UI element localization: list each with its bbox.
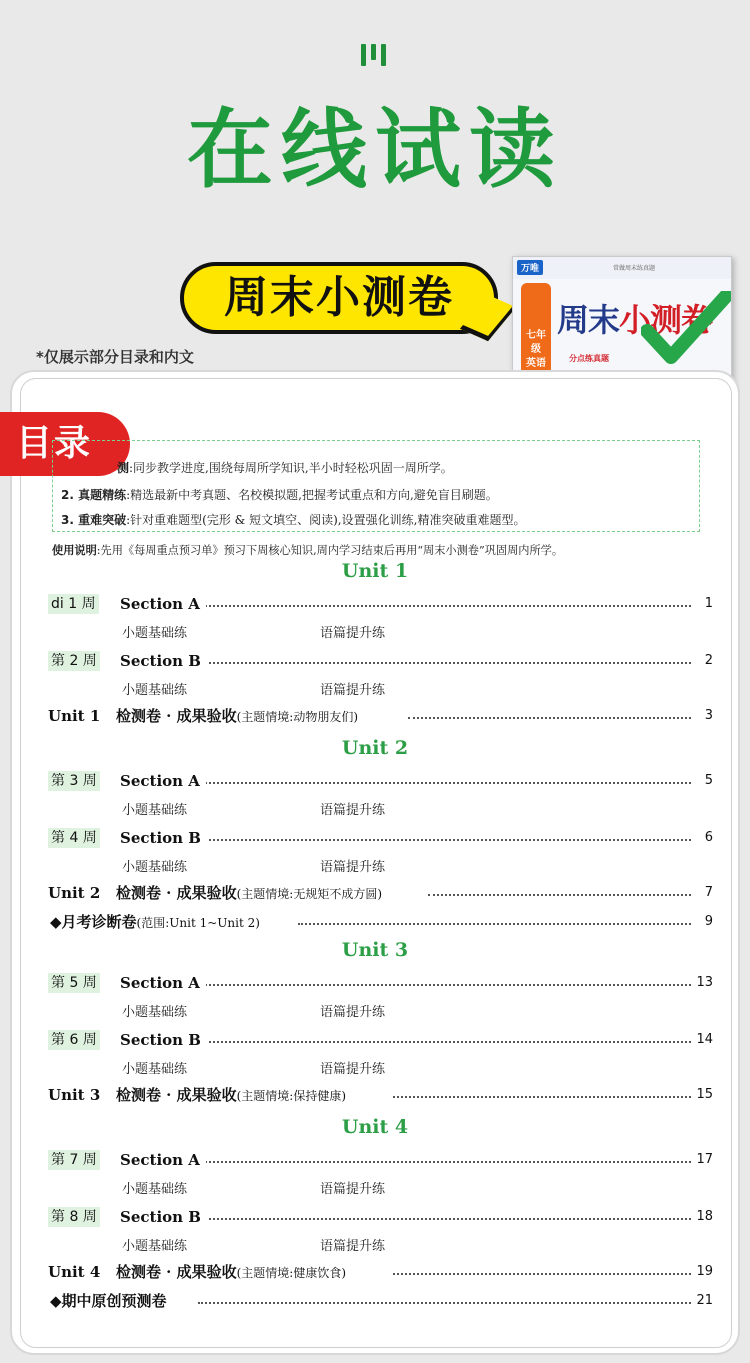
page-number: 17 xyxy=(692,1148,713,1172)
feature-item: 3. 重难突破:针对重难题型(完形 & 短文填空、阅读),设置强化训练,精准突破重难题型。 xyxy=(61,513,526,527)
toc-row[interactable] xyxy=(48,1028,713,1052)
week-label: di 1 周 xyxy=(48,594,99,614)
toc-row[interactable] xyxy=(48,769,713,793)
week-label: 第 7 周 xyxy=(48,1150,100,1170)
toc-test-row[interactable] xyxy=(48,881,713,905)
page-number: 5 xyxy=(701,769,713,793)
test-title: Unit 2 检测卷 · 成果验收(主题情境:无规矩不成方圆) xyxy=(48,881,386,906)
leader-dots xyxy=(198,984,691,986)
page-number: 9 xyxy=(701,910,713,934)
book-slogan: 常做周末练真题 xyxy=(613,265,656,272)
section-title: Section A xyxy=(120,592,206,616)
toc-test-row[interactable] xyxy=(48,1260,713,1284)
page-number: 3 xyxy=(701,704,713,728)
book-grade-label: 七年级 英语 xyxy=(526,330,546,369)
leader-dots xyxy=(198,782,691,784)
sub-items: 小题基础练 语篇提升练 xyxy=(122,626,386,641)
section-title: Section A xyxy=(120,769,206,793)
leader-dots xyxy=(198,662,691,664)
leader-dots xyxy=(298,923,691,925)
header-decoration-icon xyxy=(361,44,389,66)
toc-exam-row[interactable] xyxy=(48,1289,713,1313)
exam-title: ◆期中原创预测卷 xyxy=(50,1289,171,1313)
toc-row[interactable] xyxy=(48,1205,713,1229)
section-title: Section B xyxy=(120,1028,207,1052)
toc-tab: 目录 xyxy=(0,412,130,476)
features-box xyxy=(52,440,700,532)
book-subtitle: 分点练真题 xyxy=(569,354,609,363)
leader-dots xyxy=(393,1096,691,1098)
unit-heading: Unit 3 xyxy=(341,939,409,961)
exam-title: ◆月考诊断卷(范围:Unit 1~Unit 2) xyxy=(50,910,264,935)
sub-items: 小题基础练 语篇提升练 xyxy=(122,860,386,875)
sub-items: 小题基础练 语篇提升练 xyxy=(122,1005,386,1020)
toc-test-row[interactable] xyxy=(48,1083,713,1107)
toc-test-row[interactable] xyxy=(48,704,713,728)
sub-items: 小题基础练 语篇提升练 xyxy=(122,683,386,698)
leader-dots xyxy=(198,839,691,841)
unit-heading: Unit 4 xyxy=(341,1116,409,1138)
leader-dots xyxy=(408,717,691,719)
product-pill-label: 周末小测卷 xyxy=(224,272,454,323)
toc-row[interactable] xyxy=(48,971,713,995)
toc-row[interactable] xyxy=(48,592,713,616)
sub-items: 小题基础练 语篇提升练 xyxy=(122,803,386,818)
leader-dots xyxy=(198,1302,691,1304)
page-number: 21 xyxy=(692,1289,713,1313)
leader-dots xyxy=(428,894,691,896)
page-number: 7 xyxy=(701,881,713,905)
week-label: 第 4 周 xyxy=(48,828,100,848)
feature-item: 2. 真题精练:精选最新中考真题、名校模拟题,把握考试重点和方向,避免盲目刷题。 xyxy=(61,488,498,502)
sub-items: 小题基础练 语篇提升练 xyxy=(122,1062,386,1077)
page-title: 在线试读 xyxy=(187,100,563,200)
week-label: 第 3 周 xyxy=(48,771,100,791)
page-number: 2 xyxy=(701,649,713,673)
page-number: 6 xyxy=(701,826,713,850)
sub-items: 小题基础练 语篇提升练 xyxy=(122,1239,386,1254)
page-number: 14 xyxy=(692,1028,713,1052)
brand-logo: 万唯 xyxy=(517,260,543,275)
page-number: 13 xyxy=(692,971,713,995)
feature-item: 测:同步教学进度,围绕每周所学知识,半小时轻松巩固一周所学。 xyxy=(117,461,453,475)
week-label: 第 2 周 xyxy=(48,651,100,671)
toc-row[interactable] xyxy=(48,1148,713,1172)
page-number: 19 xyxy=(692,1260,713,1284)
usage-instructions: 使用说明:先用《每周重点预习单》预习下周核心知识,周内学习结束后再用“周末小测卷”巩固周内所学。 xyxy=(52,544,564,557)
leader-dots xyxy=(198,605,691,607)
leader-dots xyxy=(198,1161,691,1163)
week-label: 第 8 周 xyxy=(48,1207,100,1227)
book-title: 周末小测卷 xyxy=(557,301,713,339)
week-label: 第 5 周 xyxy=(48,973,100,993)
preview-note: *仅展示部分目录和内文 xyxy=(36,348,194,366)
page-number: 18 xyxy=(692,1205,713,1229)
test-title: Unit 1 检测卷 · 成果验收(主题情境:动物朋友们) xyxy=(48,704,362,729)
week-label: 第 6 周 xyxy=(48,1030,100,1050)
sub-items: 小题基础练 语篇提升练 xyxy=(122,1182,386,1197)
section-title: Section B xyxy=(120,826,207,850)
page-number: 15 xyxy=(692,1083,713,1107)
test-title: Unit 3 检测卷 · 成果验收(主题情境:保持健康) xyxy=(48,1083,350,1108)
test-title: Unit 4 检测卷 · 成果验收(主题情境:健康饮食) xyxy=(48,1260,350,1285)
unit-heading: Unit 1 xyxy=(341,560,409,582)
page-number: 1 xyxy=(701,592,713,616)
leader-dots xyxy=(393,1273,691,1275)
section-title: Section B xyxy=(120,1205,207,1229)
section-title: Section A xyxy=(120,971,206,995)
leader-dots xyxy=(198,1041,691,1043)
unit-heading: Unit 2 xyxy=(341,737,409,759)
toc-row[interactable] xyxy=(48,649,713,673)
toc-exam-row[interactable] xyxy=(48,910,713,934)
section-title: Section B xyxy=(120,649,207,673)
section-title: Section A xyxy=(120,1148,206,1172)
toc-row[interactable] xyxy=(48,826,713,850)
leader-dots xyxy=(198,1218,691,1220)
checkmark-icon xyxy=(641,291,731,371)
